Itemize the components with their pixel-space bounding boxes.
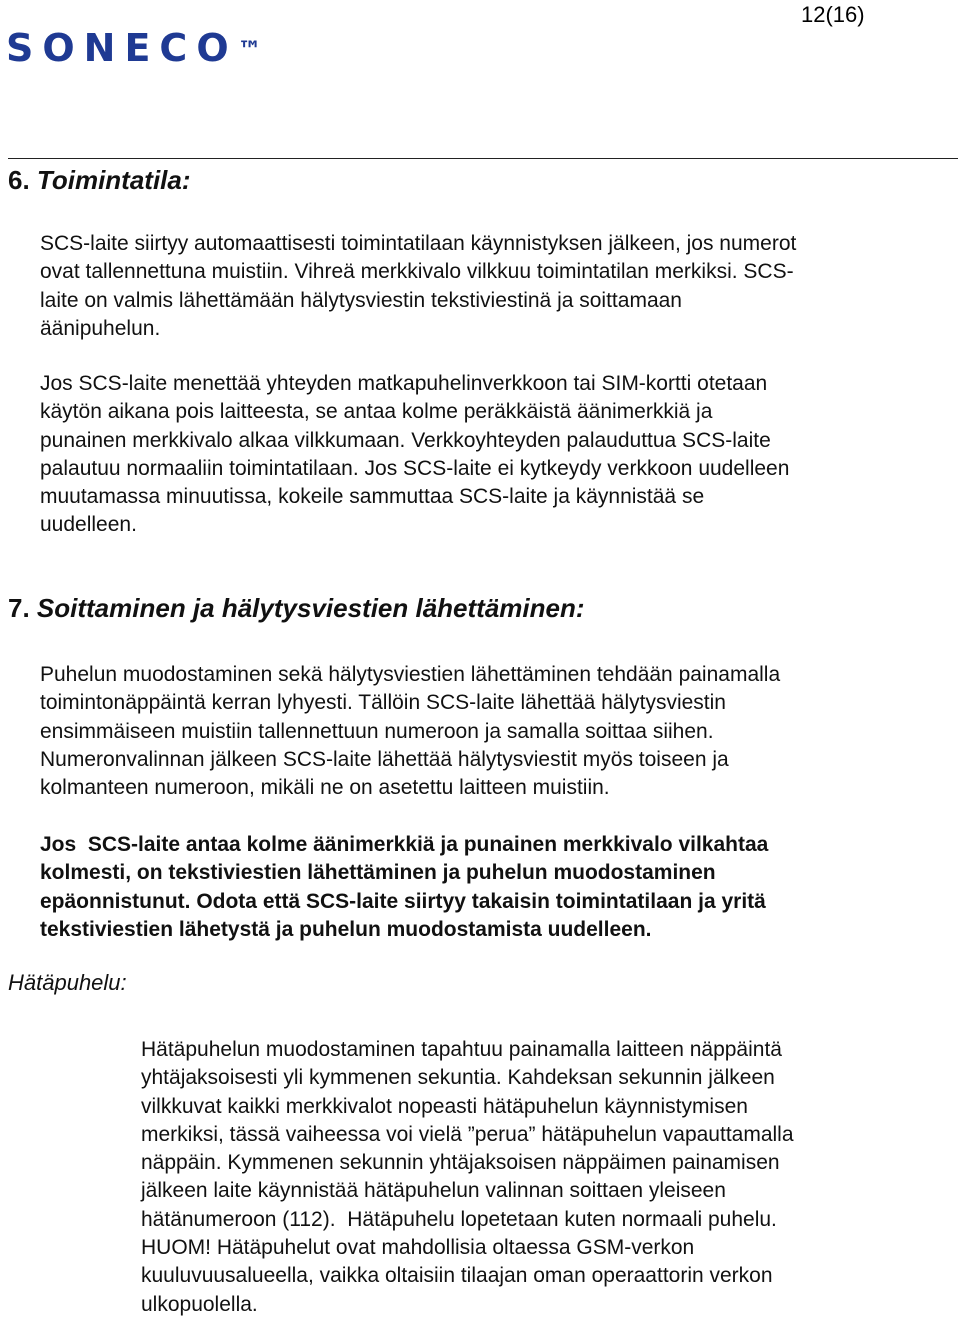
text-line: käytön aikana pois laitteesta, se antaa kolme peräkkäistä äänimerkkiä ja <box>40 400 713 424</box>
text-line: vilkkuvat kaikki merkkivalot nopeasti hätäpuhelun käynnistymisen <box>141 1094 748 1118</box>
text-line: uudelleen. <box>40 513 137 537</box>
text-line: ensimmäiseen muistiin tallennettuun numeroon ja samalla soittaa siihen. <box>40 719 714 743</box>
text-line: jälkeen laite käynnistää hätäpuhelun valinnan soittaen yleiseen <box>141 1179 726 1203</box>
text-line: Puhelun muodostaminen sekä hälytysviestien lähettäminen tehdään painamalla <box>40 663 781 686</box>
text-line: punainen merkkivalo alkaa vilkkumaan. Verkkoyhteyden palauduttua SCS-laite <box>40 428 771 452</box>
text-line: ovat tallennettuna muistiin. Vihreä merkkivalo vilkkuu toimintatilan merkiksi. SCS- <box>40 260 794 284</box>
section-7-heading <box>8 593 585 624</box>
text-line: Hätäpuhelun muodostaminen tapahtuu painamalla laitteen näppäintä <box>141 1038 782 1061</box>
page-number: 12(16) <box>801 2 865 27</box>
paragraph-network-loss <box>40 370 910 540</box>
text-line: palautuu normaaliin toimintatilaan. Jos SCS-laite ei kytkeydy verkkoon uudelleen <box>40 456 790 480</box>
text-line: Jos SCS-laite antaa kolme äänimerkkiä ja punainen merkkivalo vilkahtaa <box>40 833 769 856</box>
section-number: 6. <box>8 165 30 195</box>
paragraph-failure-warning <box>40 831 940 944</box>
section-title: Toimintatila: <box>36 165 191 195</box>
paragraph-operating-mode <box>40 230 950 343</box>
text-line: epäonnistunut. Odota että SCS-laite siirtyy takaisin toimintatilaan ja yritä <box>40 889 766 913</box>
text-line: merkiksi, tässä vaiheessa voi vielä ”perua” hätäpuhelun vapauttamalla <box>141 1122 794 1146</box>
text-line: kuuluvuusalueella, vaikka oltaisiin tilaajan oman operaattorin verkon <box>141 1264 773 1288</box>
text-line: muutamassa minuutissa, kokeile sammuttaa SCS-laite ja käynnistää se <box>40 485 705 509</box>
text-line: äänipuhelun. <box>40 316 161 340</box>
text-line: Numeronvalinnan jälkeen SCS-laite lähettää hälytysviestit myös toiseen ja <box>40 747 729 771</box>
section-number: 7. <box>8 593 30 623</box>
text-line: yhtäjaksoisesti yli kymmenen sekuntia. Kahdeksan sekunnin jälkeen <box>141 1066 775 1090</box>
soneco-logo <box>6 28 262 68</box>
trademark-symbol: ™ <box>237 36 262 64</box>
paragraph-emergency-call <box>141 1036 941 1319</box>
text-line: HUOM! Hätäpuhelut ovat mahdollisia oltaessa GSM-verkon <box>141 1236 695 1260</box>
text-line: Jos SCS-laite menettää yhteyden matkapuhelinverkkoon tai SIM-kortti otetaan <box>40 372 768 395</box>
header-divider <box>8 158 958 159</box>
paragraph-calling <box>40 661 950 802</box>
text-line: tekstiviestien lähetystä ja puhelun muodostamista uudelleen. <box>40 917 652 941</box>
logo-text: SONECO <box>6 26 238 70</box>
text-line: toimintonäppäintä kerran lyhyesti. Tällöin SCS-laite lähettää hälytysviestin <box>40 691 726 715</box>
text-line: kolmesti, on tekstiviestien lähettäminen ja puhelun muodostaminen <box>40 861 716 885</box>
text-line: kolmanteen numeroon, mikäli ne on asetettu laitteen muistiin. <box>40 776 610 800</box>
text-line: ulkopuolella. <box>141 1292 258 1316</box>
text-line: laite on valmis lähettämään hälytysviestin tekstiviestinä ja soittamaan <box>40 288 682 312</box>
text-line: näppäin. Kymmenen sekunnin yhtäjaksoisen näppäimen painamisen <box>141 1151 780 1175</box>
text-line: SCS-laite siirtyy automaattisesti toimintatilaan käynnistyksen jälkeen, jos numerot <box>40 232 797 255</box>
emergency-call-heading: Hätäpuhelu: <box>8 970 127 995</box>
section-6-heading <box>8 165 191 196</box>
text-line: hätänumeroon (112). Hätäpuhelu lopetetaan kuten normaali puhelu. <box>141 1207 777 1231</box>
section-title: Soittaminen ja hälytysviestien lähettäminen: <box>36 593 585 623</box>
